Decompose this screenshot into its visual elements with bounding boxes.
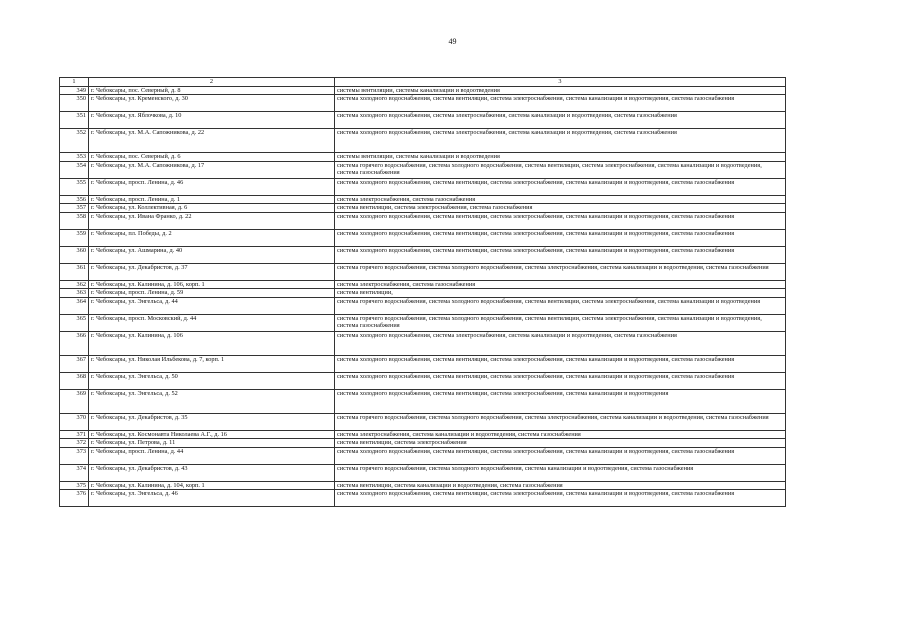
row-address: г. Чебоксары, просп. Ленина, д. 44 (89, 447, 335, 464)
row-address: г. Чебоксары, ул. Калинина, д. 106, корп. 1 (89, 280, 335, 289)
table-row (60, 289, 786, 298)
row-number: 365 (60, 314, 89, 331)
row-address: г. Чебоксары, ул. Яблочкова, д. 10 (89, 112, 335, 129)
row-address: г. Чебоксары, ул. Ашмарина, д. 40 (89, 246, 335, 263)
row-number: 358 (60, 212, 89, 229)
row-systems: система холодного водоснабжения, система электроснабжения, система канализации и водоотведения, система газоснабжения (335, 112, 786, 129)
row-systems: система электроснабжения, система газоснабжения (335, 195, 786, 204)
table-row (60, 212, 786, 229)
row-systems: система электроснабжения, система газоснабжения (335, 280, 786, 289)
header-col-2: 2 (89, 78, 335, 87)
row-number: 367 (60, 355, 89, 372)
row-address: г. Чебоксары, ул. Калинина, д. 106 (89, 331, 335, 355)
row-number: 356 (60, 195, 89, 204)
registry-table-body (60, 78, 786, 507)
table-header-row (60, 78, 786, 87)
row-systems: система холодного водоснабжения, система вентиляции, система электроснабжения, система канализации и водоотведения, система газоснабжения (335, 212, 786, 229)
row-systems: система холодного водоснабжения, система вентиляции, система электроснабжения, система канализации и водоотведения (335, 389, 786, 413)
table-row (60, 229, 786, 246)
row-number: 349 (60, 86, 89, 95)
header-col-1: 1 (60, 78, 89, 87)
row-number: 361 (60, 263, 89, 280)
row-systems: система горячего водоснабжения, система холодного водоснабжения, система электроснабжения, система канализации и водоотведения, система газоснабжения (335, 413, 786, 430)
table-row (60, 204, 786, 213)
table-row (60, 263, 786, 280)
row-systems: системы вентиляции, системы канализации и водоотведения (335, 153, 786, 162)
table-row (60, 86, 786, 95)
row-number: 355 (60, 178, 89, 195)
page-number: 49 (448, 37, 457, 46)
row-systems: системы вентиляции, системы канализации и водоотведения (335, 86, 786, 95)
table-row (60, 430, 786, 439)
row-address: г. Чебоксары, ул. Энгельса, д. 50 (89, 372, 335, 389)
row-systems: система электроснабжения, система канализации и водоотведения, система газоснабжения (335, 430, 786, 439)
row-address: г. Чебоксары, ул. Энгельса, д. 46 (89, 490, 335, 507)
row-systems: система холодного водоснабжения, система вентиляции, система электроснабжения, система канализации и водоотведения, система газоснабжения (335, 178, 786, 195)
row-address: г. Чебоксары, ул. Ивана Франко, д. 22 (89, 212, 335, 229)
row-address: г. Чебоксары, просп. Ленина, д. 1 (89, 195, 335, 204)
table-row (60, 481, 786, 490)
row-number: 351 (60, 112, 89, 129)
row-number: 350 (60, 95, 89, 112)
table-row (60, 314, 786, 331)
row-systems: система холодного водоснабжения, система вентиляции, система электроснабжения, система канализации и водоотведения, система газоснабжения (335, 372, 786, 389)
row-address: г. Чебоксары, ул. Декабристов, д. 35 (89, 413, 335, 430)
table-row (60, 355, 786, 372)
registry-table (59, 77, 786, 507)
row-number: 369 (60, 389, 89, 413)
row-address: г. Чебоксары, ул. Коллективная, д. 6 (89, 204, 335, 213)
row-address: г. Чебоксары, пос. Северный, д. 8 (89, 86, 335, 95)
row-address: г. Чебоксары, ул. Космонавта Николаева А.Г., д. 16 (89, 430, 335, 439)
row-systems: система горячего водоснабжения, система холодного водоснабжения, система вентиляции, система электроснабжения, система канализации и водоотведения, система газоснабжения (335, 161, 786, 178)
row-number: 360 (60, 246, 89, 263)
table-row (60, 95, 786, 112)
header-col-3: 3 (335, 78, 786, 87)
table-row (60, 297, 786, 314)
row-number: 375 (60, 481, 89, 490)
table-row (60, 178, 786, 195)
row-systems: система холодного водоснабжения, система вентиляции, система электроснабжения, система канализации и водоотведения, система газоснабжения (335, 447, 786, 464)
row-address: г. Чебоксары, пл. Победы, д. 2 (89, 229, 335, 246)
table-row (60, 331, 786, 355)
row-number: 376 (60, 490, 89, 507)
row-address: г. Чебоксары, ул. Петрова, д. 11 (89, 439, 335, 448)
row-systems: система холодного водоснабжения, система вентиляции, система электроснабжения, система канализации и водоотведения, система газоснабжения (335, 246, 786, 263)
row-systems: система вентиляции, система канализации и водоотведения, система газоснабжения (335, 481, 786, 490)
table-row (60, 464, 786, 481)
row-address: г. Чебоксары, ул. Кременского, д. 30 (89, 95, 335, 112)
row-systems: система горячего водоснабжения, система холодного водоснабжения, система вентиляции, система электроснабжения, система канализации и водоотведения (335, 297, 786, 314)
row-address: г. Чебоксары, просп. Ленина, д. 46 (89, 178, 335, 195)
row-systems: система холодного водоснабжения, система электроснабжения, система канализации и водоотведения, система газоснабжения (335, 129, 786, 153)
table-row (60, 280, 786, 289)
row-systems: система холодного водоснабжения, система вентиляции, система электроснабжения, система канализации и водоотведения, система газоснабжения (335, 229, 786, 246)
row-number: 354 (60, 161, 89, 178)
row-address: г. Чебоксары, ул. Николая Ильбекова, д. 7, корп. 1 (89, 355, 335, 372)
row-number: 364 (60, 297, 89, 314)
row-systems: система холодного водоснабжения, система вентиляции, система электроснабжения, система канализации и водоотведения, система газоснабжения (335, 490, 786, 507)
table-row (60, 447, 786, 464)
table-row (60, 246, 786, 263)
row-address: г. Чебоксары, ул. Энгельса, д. 44 (89, 297, 335, 314)
table-row (60, 112, 786, 129)
table-row (60, 161, 786, 178)
table-row (60, 413, 786, 430)
table-row (60, 439, 786, 448)
row-systems: система вентиляции, система электроснабжения (335, 439, 786, 448)
row-systems: система холодного водоснабжения, система вентиляции, система электроснабжения, система канализации и водоотведения, система газоснабжения (335, 355, 786, 372)
row-number: 370 (60, 413, 89, 430)
row-number: 374 (60, 464, 89, 481)
row-number: 373 (60, 447, 89, 464)
row-number: 362 (60, 280, 89, 289)
row-number: 371 (60, 430, 89, 439)
row-address: г. Чебоксары, ул. М.А. Сапожникова, д. 17 (89, 161, 335, 178)
row-systems: система горячего водоснабжения, система холодного водоснабжения, система электроснабжения, система канализации и водоотведения, система газоснабжения (335, 263, 786, 280)
row-systems: система горячего водоснабжения, система холодного водоснабжения, система вентиляции, система электроснабжения, система канализации и водоотведения, система газоснабжения (335, 314, 786, 331)
table-row (60, 195, 786, 204)
row-systems: система холодного водоснабжения, система электроснабжения, система канализации и водоотведения, система газоснабжения (335, 331, 786, 355)
row-address: г. Чебоксары, ул. Декабристов, д. 37 (89, 263, 335, 280)
row-address: г. Чебоксары, ул. М.А. Сапожникова, д. 22 (89, 129, 335, 153)
row-number: 353 (60, 153, 89, 162)
row-address: г. Чебоксары, пос. Северный, д. 6 (89, 153, 335, 162)
table-row (60, 490, 786, 507)
row-number: 359 (60, 229, 89, 246)
row-address: г. Чебоксары, ул. Энгельса, д. 52 (89, 389, 335, 413)
row-address: г. Чебоксары, просп. Московский, д. 44 (89, 314, 335, 331)
row-address: г. Чебоксары, просп. Ленина, д. 59 (89, 289, 335, 298)
row-systems: система вентиляции, система электроснабжения, система газоснабжения (335, 204, 786, 213)
row-systems: система вентиляции, (335, 289, 786, 298)
row-number: 366 (60, 331, 89, 355)
row-number: 357 (60, 204, 89, 213)
row-number: 372 (60, 439, 89, 448)
table-row (60, 153, 786, 162)
row-address: г. Чебоксары, ул. Калинина, д. 104, корп. 1 (89, 481, 335, 490)
row-number: 363 (60, 289, 89, 298)
table-row (60, 389, 786, 413)
table-row (60, 372, 786, 389)
row-address: г. Чебоксары, ул. Декабристов, д. 43 (89, 464, 335, 481)
row-systems: система холодного водоснабжения, система вентиляции, система электроснабжения, система канализации и водоотведения, система газоснабжения (335, 95, 786, 112)
table-row (60, 129, 786, 153)
row-number: 368 (60, 372, 89, 389)
row-number: 352 (60, 129, 89, 153)
row-systems: система горячего водоснабжения, система холодного водоснабжения, система канализации и водоотведения, система газоснабжения (335, 464, 786, 481)
